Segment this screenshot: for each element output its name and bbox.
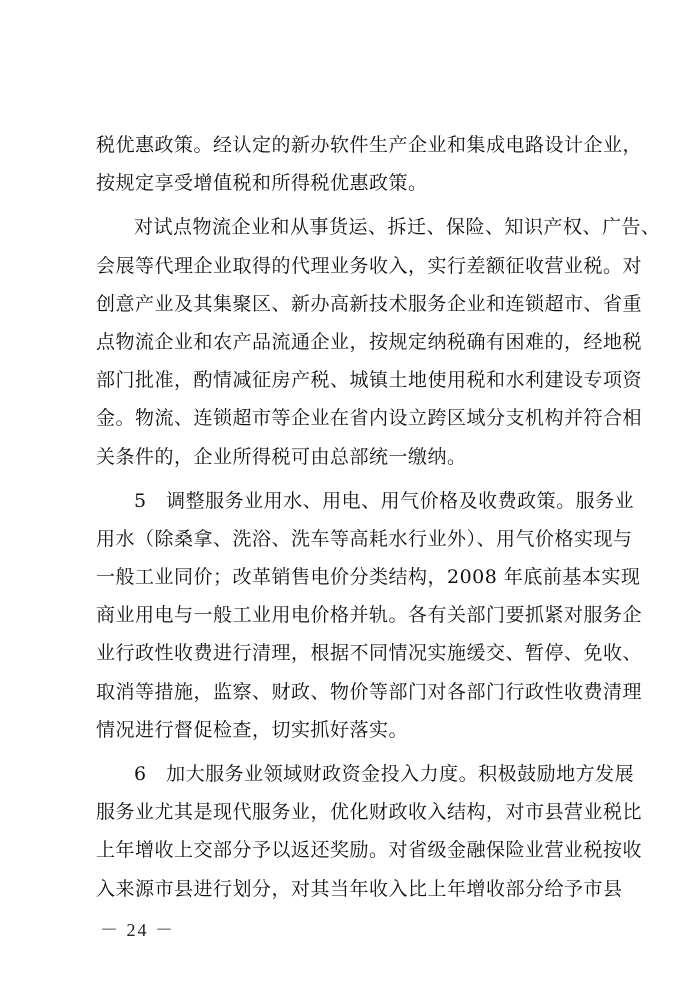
paragraph-logistics-tax (96, 208, 661, 475)
text-line: 服务业尤其是现代服务业，优化财政收入结构，对市县营业税比 (96, 801, 643, 824)
text-line: 5 调整服务业用水、用电、用气价格及收费政策。服务业 (134, 489, 635, 512)
text-line: 点物流企业和农产品流通企业，按规定纳税确有困难的，经地税 (96, 330, 643, 353)
paragraph-fiscal-investment (96, 755, 643, 908)
text-line: 会展等代理企业取得的代理业务收入，实行差额征收营业税。对 (96, 254, 643, 277)
text-line: 业行政性收费进行清理，根据不同情况实施缓交、暂停、免收、 (96, 642, 643, 665)
page-number: － 24 － (100, 920, 175, 940)
text-line: 6 加大服务业领域财政资金投入力度。积极鼓励地方发展 (134, 763, 635, 785)
paragraph-utility-pricing (96, 482, 643, 749)
text-line: 一般工业同价；改革销售电价分类结构，2008 年底前基本实现 (96, 566, 641, 589)
paragraph-tax-preference (96, 126, 643, 202)
text-line: 情况进行督促检查，切实抓好落实。 (96, 718, 409, 741)
text-line: 按规定享受增值税和所得税优惠政策。 (96, 172, 428, 195)
document-body (96, 126, 661, 908)
text-line: 对试点物流企业和从事货运、拆迁、保险、知识产权、广告、 (134, 216, 661, 239)
text-line: 部门批准，酌情减征房产税、城镇土地使用税和水利建设专项资 (96, 369, 643, 392)
text-line: 金。物流、连锁超市等企业在省内设立跨区域分支机构并符合相 (96, 407, 643, 430)
text-line: 上年增收上交部分予以返还奖励。对省级金融保险业营业税按收 (96, 839, 643, 862)
text-line: 商业用电与一般工业用电价格并轨。各有关部门要抓紧对服务企 (96, 604, 643, 627)
text-line: 关条件的，企业所得税可由总部统一缴纳。 (96, 445, 467, 468)
text-line: 入来源市县进行划分，对其当年收入比上年增收部分给予市县 (96, 877, 623, 900)
text-line: 创意产业及其集聚区、新办高新技术服务企业和连锁超市、省重 (96, 292, 643, 315)
text-line: 税优惠政策。经认定的新办软件生产企业和集成电路设计企业， (96, 134, 643, 156)
text-line: 取消等措施，监察、财政、物价等部门对各部门行政性收费清理 (96, 680, 643, 703)
text-line: 用水（除桑拿、洗浴、洗车等高耗水行业外）、用气价格实现与 (96, 527, 633, 550)
